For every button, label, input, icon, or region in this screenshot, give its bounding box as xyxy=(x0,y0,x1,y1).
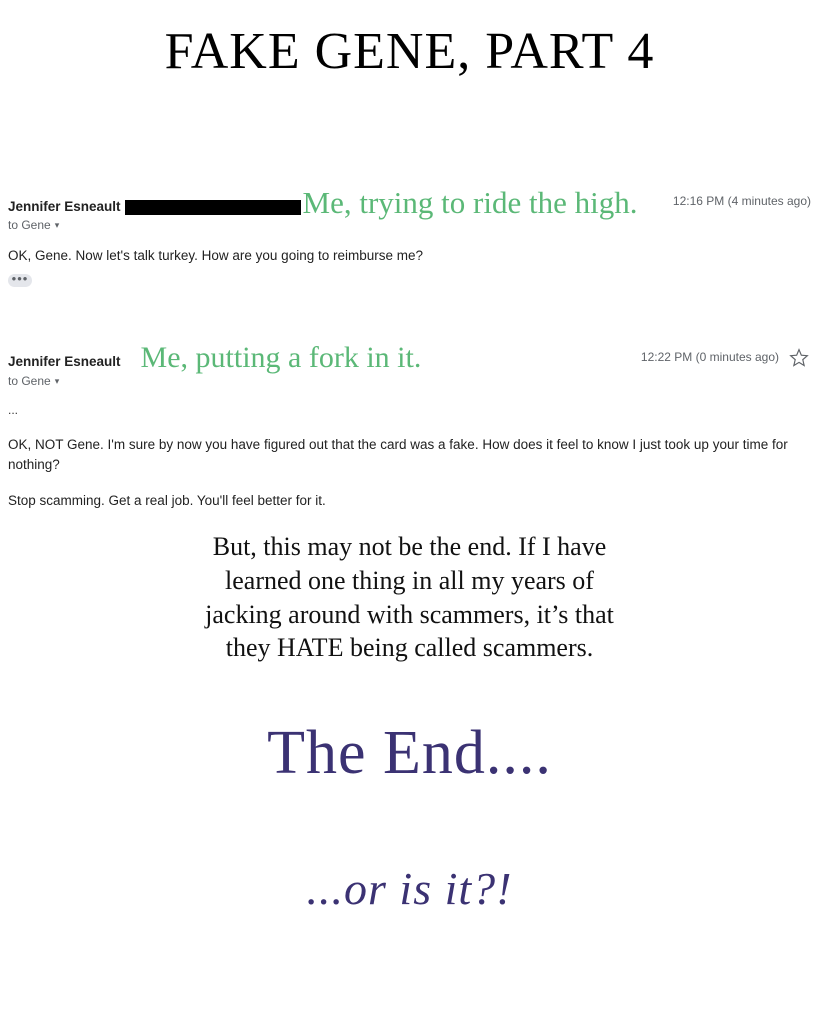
closing-line-4: they HATE being called scammers. xyxy=(225,633,594,663)
page-title: FAKE GENE, PART 4 xyxy=(164,23,655,80)
email-body-text: OK, Gene. Now let's talk turkey. How are you going to reimburse me? xyxy=(8,248,424,263)
the-end-text: The End.... xyxy=(267,719,552,787)
recipient-label: to Gene xyxy=(8,218,51,232)
email-message-2[interactable] xyxy=(0,341,819,526)
closing-line-2: learned one thing in all my years of xyxy=(225,565,594,595)
email-body xyxy=(0,232,819,266)
recipient-label: to Gene xyxy=(8,374,51,388)
chevron-down-icon[interactable]: ▾ xyxy=(54,220,60,231)
closing-line-3: jacking around with scammers, it’s that xyxy=(205,599,614,629)
sender-name: Jennifer Esneault xyxy=(8,198,121,214)
email-header xyxy=(0,341,819,374)
email-body-text: OK, NOT Gene. I'm sure by now you have figured out that the card was a fake. How does it feel to know I just took up your time for nothing? xyxy=(8,437,788,472)
email-body xyxy=(0,388,819,510)
annotation-caption: Me, trying to ride the high. xyxy=(302,185,638,220)
show-trimmed-content-button[interactable]: ••• xyxy=(8,274,32,287)
sender-name: Jennifer Esneault xyxy=(8,353,121,369)
annotation-caption: Me, putting a fork in it. xyxy=(140,341,422,374)
redacted-email-address xyxy=(125,200,301,215)
email-header xyxy=(0,185,819,220)
email-message-1[interactable] xyxy=(0,185,819,288)
email-body-text-2: Stop scamming. Get a real job. You'll feel better for it. xyxy=(8,492,326,508)
closing-line-1: But, this may not be the end. If I have xyxy=(212,532,607,561)
closing-narrative xyxy=(0,530,819,665)
email-timestamp: 12:22 PM (0 minutes ago) xyxy=(640,350,779,364)
quoted-text-marker: ... xyxy=(8,403,19,417)
star-icon[interactable] xyxy=(789,348,809,368)
chevron-down-icon[interactable]: ▾ xyxy=(54,376,60,387)
email-timestamp: 12:16 PM (4 minutes ago) xyxy=(672,194,811,208)
or-is-it-text: ...or is it?! xyxy=(306,863,513,914)
